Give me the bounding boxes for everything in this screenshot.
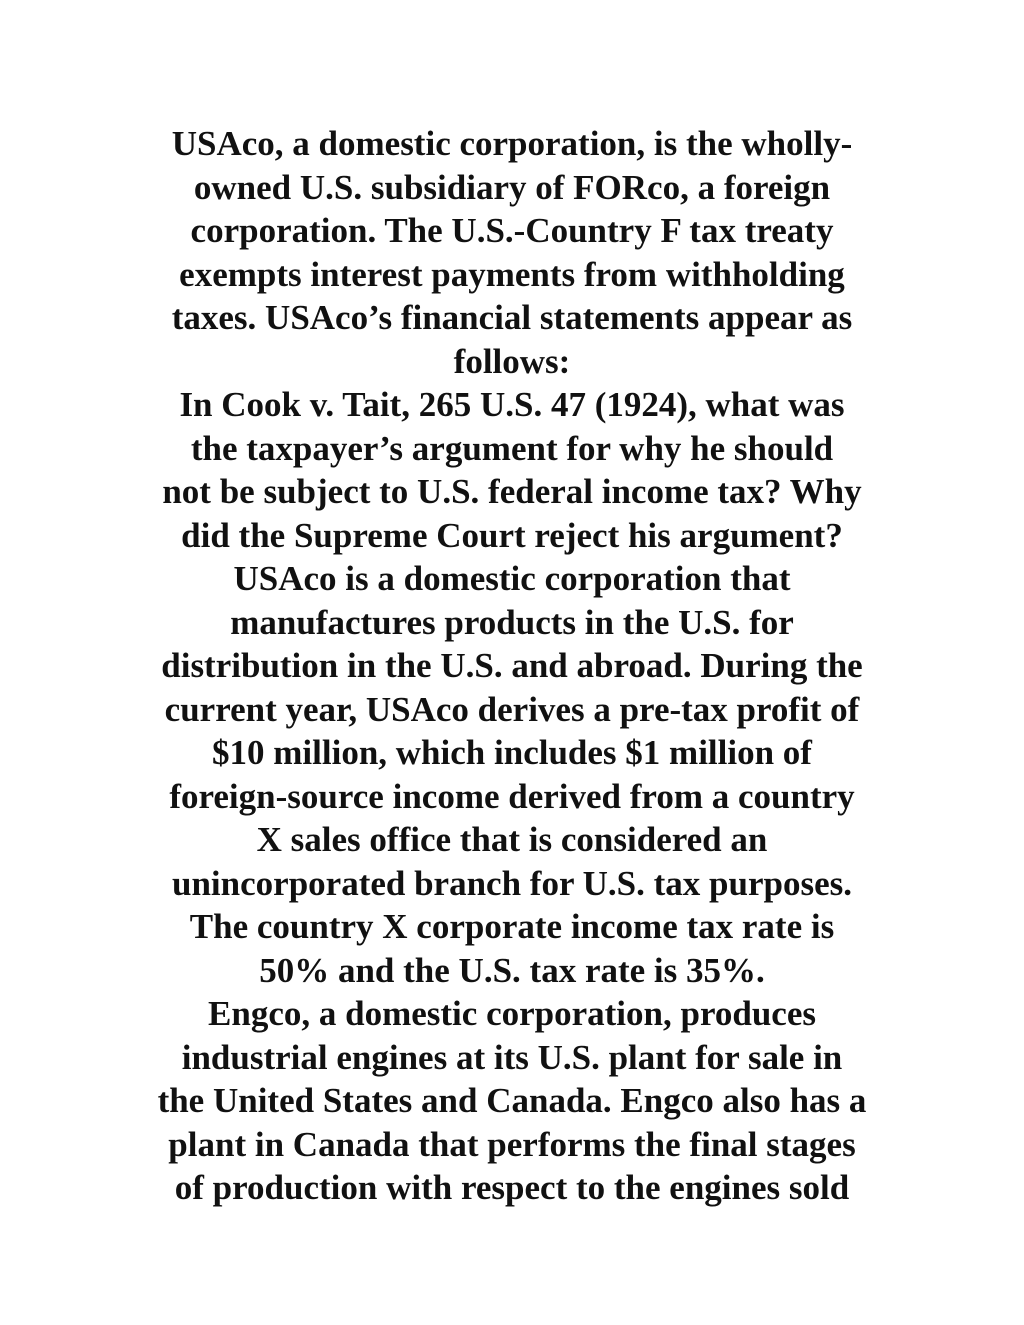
text-line: exempts interest payments from withholding [179, 254, 845, 294]
text-line: 50% and the U.S. tax rate is 35%. [259, 950, 765, 990]
text-line: not be subject to U.S. federal income tax? Why [162, 472, 862, 511]
text-line: corporation. The U.S.-Country F tax treaty [190, 211, 834, 250]
text-line: did the Supreme Court reject his argument? [181, 515, 843, 555]
text-line: industrial engines at its U.S. plant for sale in [181, 1037, 843, 1077]
text-line: unincorporated branch for U.S. tax purposes. [172, 863, 852, 903]
text-line: distribution in the U.S. and abroad. During the [161, 646, 863, 685]
text-line: the taxpayer’s argument for why he should [190, 428, 834, 468]
text-line: X sales office that is considered an [256, 820, 768, 859]
text-line: taxes. USAco’s financial statements appear as [171, 298, 853, 337]
text-line: manufactures products in the U.S. for [230, 602, 794, 642]
text-line: the United States and Canada. Engco also has a [157, 1081, 867, 1120]
text-line: foreign-source income derived from a country [169, 776, 855, 816]
text-line: USAco is a domestic corporation that [233, 559, 791, 598]
text-line: plant in Canada that performs the final stages [168, 1124, 856, 1164]
text-line: of production with respect to the engines sold [174, 1168, 850, 1207]
text-line: In Cook v. Tait, 265 U.S. 47 (1924), what was [179, 385, 845, 424]
text-line: The country X corporate income tax rate is [189, 907, 835, 946]
text-line: owned U.S. subsidiary of FORco, a foreign [193, 167, 831, 207]
text-line: Engco, a domestic corporation, produces [208, 994, 816, 1033]
document-body-text [112, 122, 912, 1210]
text-line: USAco, a domestic corporation, is the wholly- [171, 124, 853, 163]
text-line: $10 million, which includes $1 million of [212, 733, 812, 772]
text-line: follows: [453, 341, 571, 381]
text-line: current year, USAco derives a pre-tax profit of [164, 689, 860, 729]
